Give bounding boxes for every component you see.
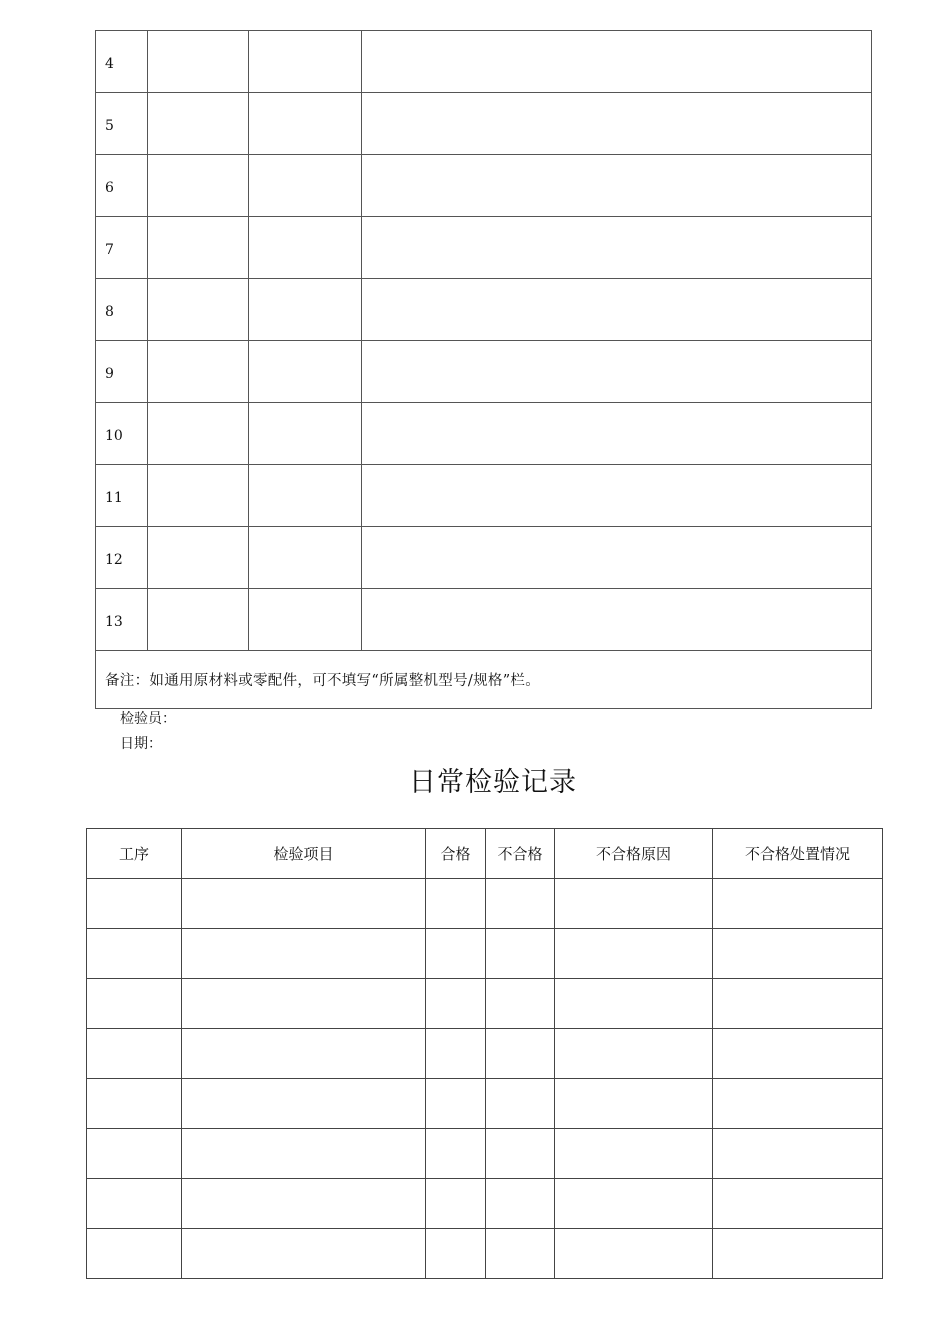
table-row bbox=[96, 93, 872, 155]
cell-pass[interactable] bbox=[426, 1229, 486, 1279]
cell-details[interactable] bbox=[362, 93, 872, 155]
cell-model-spec[interactable] bbox=[249, 93, 362, 155]
cell-fail-handling[interactable] bbox=[713, 929, 883, 979]
header-inspection-item: 检验项目 bbox=[182, 829, 426, 879]
table-row bbox=[87, 929, 883, 979]
cell-process[interactable] bbox=[87, 979, 182, 1029]
cell-fail-reason[interactable] bbox=[555, 879, 713, 929]
cell-part-name[interactable] bbox=[148, 279, 249, 341]
row-number: 9 bbox=[96, 341, 148, 403]
cell-pass[interactable] bbox=[426, 1129, 486, 1179]
cell-inspection-item[interactable] bbox=[182, 1079, 426, 1129]
daily-inspection-table-body bbox=[87, 879, 883, 1279]
cell-fail-reason[interactable] bbox=[555, 1229, 713, 1279]
cell-fail[interactable] bbox=[486, 929, 555, 979]
row-number: 8 bbox=[96, 279, 148, 341]
cell-fail[interactable] bbox=[486, 879, 555, 929]
table-row bbox=[87, 879, 883, 929]
inspector-label: 检验员： bbox=[120, 711, 176, 727]
table-row bbox=[96, 217, 872, 279]
cell-details[interactable] bbox=[362, 31, 872, 93]
row-number: 10 bbox=[96, 403, 148, 465]
table-row bbox=[96, 527, 872, 589]
cell-details[interactable] bbox=[362, 155, 872, 217]
cell-model-spec[interactable] bbox=[249, 217, 362, 279]
date-label: 日期： bbox=[120, 736, 162, 752]
row-number: 12 bbox=[96, 527, 148, 589]
cell-process[interactable] bbox=[87, 1229, 182, 1279]
cell-part-name[interactable] bbox=[148, 403, 249, 465]
header-fail: 不合格 bbox=[486, 829, 555, 879]
table-row bbox=[96, 589, 872, 651]
cell-process[interactable] bbox=[87, 929, 182, 979]
cell-fail-reason[interactable] bbox=[555, 1079, 713, 1129]
cell-part-name[interactable] bbox=[148, 341, 249, 403]
header-process: 工序 bbox=[87, 829, 182, 879]
cell-inspection-item[interactable] bbox=[182, 879, 426, 929]
row-number: 7 bbox=[96, 217, 148, 279]
cell-process[interactable] bbox=[87, 1179, 182, 1229]
table-row bbox=[96, 155, 872, 217]
cell-fail-handling[interactable] bbox=[713, 979, 883, 1029]
cell-inspection-item[interactable] bbox=[182, 1029, 426, 1079]
cell-process[interactable] bbox=[87, 1129, 182, 1179]
table-row bbox=[96, 31, 872, 93]
cell-part-name[interactable] bbox=[148, 589, 249, 651]
cell-fail[interactable] bbox=[486, 1179, 555, 1229]
cell-details[interactable] bbox=[362, 589, 872, 651]
row-number: 11 bbox=[96, 465, 148, 527]
cell-fail-reason[interactable] bbox=[555, 1029, 713, 1079]
cell-inspection-item[interactable] bbox=[182, 1229, 426, 1279]
cell-pass[interactable] bbox=[426, 879, 486, 929]
cell-fail[interactable] bbox=[486, 1129, 555, 1179]
cell-fail-reason[interactable] bbox=[555, 979, 713, 1029]
cell-process[interactable] bbox=[87, 879, 182, 929]
cell-fail-reason[interactable] bbox=[555, 929, 713, 979]
table-row bbox=[87, 1029, 883, 1079]
remark-note: 备注：如通用原材料或零配件，可不填写“所属整机型号/规格”栏。 bbox=[96, 651, 872, 709]
table-row bbox=[87, 1129, 883, 1179]
table-row bbox=[96, 279, 872, 341]
cell-details[interactable] bbox=[362, 527, 872, 589]
cell-details[interactable] bbox=[362, 217, 872, 279]
row-number: 13 bbox=[96, 589, 148, 651]
row-number: 6 bbox=[96, 155, 148, 217]
cell-pass[interactable] bbox=[426, 1029, 486, 1079]
cell-model-spec[interactable] bbox=[249, 403, 362, 465]
cell-fail-handling[interactable] bbox=[713, 1129, 883, 1179]
remark-row bbox=[96, 651, 872, 709]
table-row bbox=[96, 403, 872, 465]
cell-pass[interactable] bbox=[426, 1079, 486, 1129]
cell-inspection-item[interactable] bbox=[182, 929, 426, 979]
cell-fail-handling[interactable] bbox=[713, 879, 883, 929]
table-row bbox=[87, 979, 883, 1029]
cell-pass[interactable] bbox=[426, 979, 486, 1029]
cell-model-spec[interactable] bbox=[249, 155, 362, 217]
cell-process[interactable] bbox=[87, 1079, 182, 1129]
cell-part-name[interactable] bbox=[148, 93, 249, 155]
continued-record-table-body bbox=[96, 31, 872, 709]
row-number: 4 bbox=[96, 31, 148, 93]
table-row bbox=[87, 1229, 883, 1279]
cell-fail[interactable] bbox=[486, 1079, 555, 1129]
daily-inspection-table bbox=[86, 828, 883, 1279]
cell-pass[interactable] bbox=[426, 1179, 486, 1229]
cell-fail-reason[interactable] bbox=[555, 1129, 713, 1179]
cell-pass[interactable] bbox=[426, 929, 486, 979]
cell-details[interactable] bbox=[362, 341, 872, 403]
cell-model-spec[interactable] bbox=[249, 465, 362, 527]
continued-record-table bbox=[95, 30, 872, 709]
cell-details[interactable] bbox=[362, 279, 872, 341]
cell-fail-handling[interactable] bbox=[713, 1029, 883, 1079]
header-fail-handling: 不合格处置情况 bbox=[713, 829, 883, 879]
cell-inspection-item[interactable] bbox=[182, 1179, 426, 1229]
cell-model-spec[interactable] bbox=[249, 31, 362, 93]
cell-part-name[interactable] bbox=[148, 155, 249, 217]
cell-fail[interactable] bbox=[486, 1029, 555, 1079]
table-row bbox=[96, 341, 872, 403]
cell-fail[interactable] bbox=[486, 979, 555, 1029]
cell-inspection-item[interactable] bbox=[182, 1129, 426, 1179]
cell-fail-handling[interactable] bbox=[713, 1179, 883, 1229]
cell-model-spec[interactable] bbox=[249, 341, 362, 403]
page-title: 日常检验记录 bbox=[409, 767, 577, 798]
cell-part-name[interactable] bbox=[148, 217, 249, 279]
table-row bbox=[87, 1079, 883, 1129]
cell-fail-handling[interactable] bbox=[713, 1079, 883, 1129]
cell-part-name[interactable] bbox=[148, 31, 249, 93]
cell-details[interactable] bbox=[362, 403, 872, 465]
cell-model-spec[interactable] bbox=[249, 589, 362, 651]
header-pass: 合格 bbox=[426, 829, 486, 879]
table-row bbox=[87, 1179, 883, 1229]
cell-part-name[interactable] bbox=[148, 527, 249, 589]
cell-fail-handling[interactable] bbox=[713, 1229, 883, 1279]
table-header-row bbox=[87, 829, 883, 879]
cell-fail[interactable] bbox=[486, 1229, 555, 1279]
cell-details[interactable] bbox=[362, 465, 872, 527]
cell-process[interactable] bbox=[87, 1029, 182, 1079]
row-number: 5 bbox=[96, 93, 148, 155]
cell-model-spec[interactable] bbox=[249, 527, 362, 589]
cell-part-name[interactable] bbox=[148, 465, 249, 527]
table-row bbox=[96, 465, 872, 527]
cell-fail-reason[interactable] bbox=[555, 1179, 713, 1229]
cell-model-spec[interactable] bbox=[249, 279, 362, 341]
cell-inspection-item[interactable] bbox=[182, 979, 426, 1029]
header-fail-reason: 不合格原因 bbox=[555, 829, 713, 879]
